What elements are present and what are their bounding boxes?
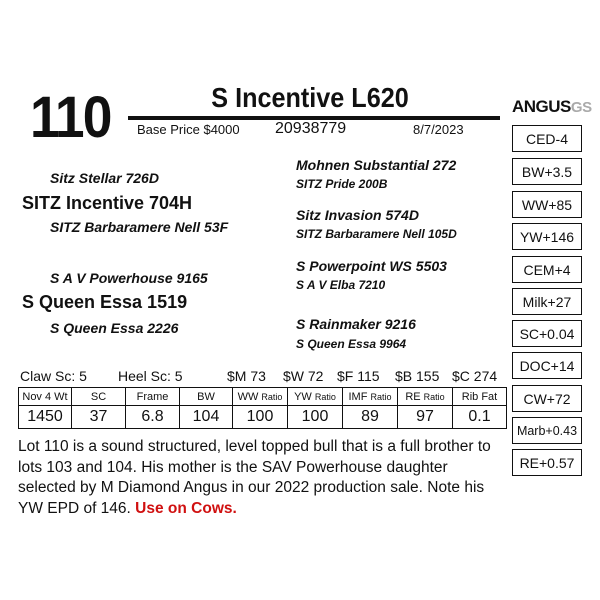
- breed-logo: [512, 97, 592, 117]
- pedigree-sire: SITZ Incentive 704H: [22, 193, 193, 213]
- header-imf-ratio: [343, 388, 398, 406]
- value-sc: 37: [72, 406, 126, 429]
- description-text: Lot 110 is a sound structured, level topped bull that is a full brother to lots 103 and 104. His mother is the SAV Powerhouse daughter selected by M Diamond Angus in our 2022 production sale. Note his YW EPD of 146.: [18, 438, 491, 517]
- claw-score: Claw Sc: 5: [20, 368, 87, 384]
- epd-re: RE+0.57: [512, 449, 582, 476]
- index-b: $B 155: [395, 368, 440, 384]
- header-re-label: RE: [405, 390, 421, 403]
- epd-milk: Milk+27: [512, 288, 582, 315]
- pedigree-sds: Sitz Invasion 574D: [296, 207, 419, 223]
- index-c: $C 274: [452, 368, 498, 384]
- header-sc: SC: [72, 388, 126, 406]
- value-ww-ratio: 100: [233, 406, 288, 429]
- epd-marb: Marb+0.43: [512, 417, 582, 444]
- epd-bw: BW+3.5: [512, 158, 582, 185]
- epd-sc: SC+0.04: [512, 320, 582, 347]
- performance-value-row: [19, 406, 507, 429]
- epd-yw: YW+146: [512, 223, 582, 250]
- breed-logo-main: ANGUS: [512, 97, 571, 116]
- pedigree-sire-dam: SITZ Barbaramere Nell 53F: [50, 219, 229, 235]
- heel-score: Heel Sc: 5: [118, 368, 183, 384]
- pedigree-dsd: S A V Elba 7210: [296, 278, 386, 292]
- index-f: $F 115: [337, 368, 380, 384]
- breed-logo-sub: GS: [570, 99, 592, 116]
- epd-ced: CED-4: [512, 125, 582, 152]
- header-re-ratio: [398, 388, 453, 406]
- pedigree-sire-sire: Sitz Stellar 726D: [50, 170, 159, 186]
- header-imf-label: IMF: [348, 390, 368, 403]
- value-frame: 6.8: [126, 406, 180, 429]
- pedigree-dam-sire: S A V Powerhouse 9165: [50, 270, 208, 286]
- pedigree-dam: S Queen Essa 1519: [22, 292, 188, 312]
- header-frame: Frame: [126, 388, 180, 406]
- pedigree-ssd: SITZ Pride 200B: [296, 177, 388, 191]
- header-rib-fat: Rib Fat: [453, 388, 507, 406]
- performance-header-row: [19, 388, 507, 406]
- header-ww-ratio-word: Ratio: [261, 391, 283, 402]
- header-bw: BW: [180, 388, 233, 406]
- header-weight: Nov 4 Wt: [19, 388, 72, 406]
- value-bw: 104: [180, 406, 233, 429]
- index-w: $W 72: [283, 368, 324, 384]
- epd-cem: CEM+4: [512, 256, 582, 283]
- performance-table: [18, 387, 507, 429]
- registration-number: 20938779: [275, 120, 347, 137]
- pedigree-sss: Mohnen Substantial 272: [296, 157, 457, 173]
- pedigree-sdd: SITZ Barbaramere Nell 105D: [296, 227, 457, 241]
- description-highlight: Use on Cows.: [135, 499, 237, 517]
- pedigree-dds: S Rainmaker 9216: [296, 316, 416, 332]
- header-yw-label: YW: [294, 390, 312, 403]
- header-imf-ratio-word: Ratio: [370, 391, 392, 402]
- header-ww-ratio: [233, 388, 288, 406]
- header-yw-ratio-word: Ratio: [314, 391, 336, 402]
- value-rib-fat: 0.1: [453, 406, 507, 429]
- epd-cw: CW+72: [512, 385, 582, 412]
- header-re-ratio-word: Ratio: [423, 391, 445, 402]
- epd-doc: DOC+14: [512, 352, 582, 379]
- base-price: Base Price $4000: [137, 122, 240, 137]
- epd-ww: WW+85: [512, 191, 582, 218]
- index-m: $M 73: [227, 368, 266, 384]
- value-weight: 1450: [19, 406, 72, 429]
- header-ww-label: WW: [237, 390, 259, 403]
- value-imf-ratio: 89: [343, 406, 398, 429]
- pedigree-ddd: S Queen Essa 9964: [296, 337, 407, 351]
- pedigree-dam-dam: S Queen Essa 2226: [50, 320, 179, 336]
- header-yw-ratio: [288, 388, 343, 406]
- sale-date: 8/7/2023: [413, 122, 464, 137]
- lot-description: [18, 437, 498, 519]
- lot-number: 110: [30, 85, 111, 150]
- value-re-ratio: 97: [398, 406, 453, 429]
- value-yw-ratio: 100: [288, 406, 343, 429]
- pedigree-dss: S Powerpoint WS 5503: [296, 258, 447, 274]
- bull-name: S Incentive L620: [211, 82, 409, 113]
